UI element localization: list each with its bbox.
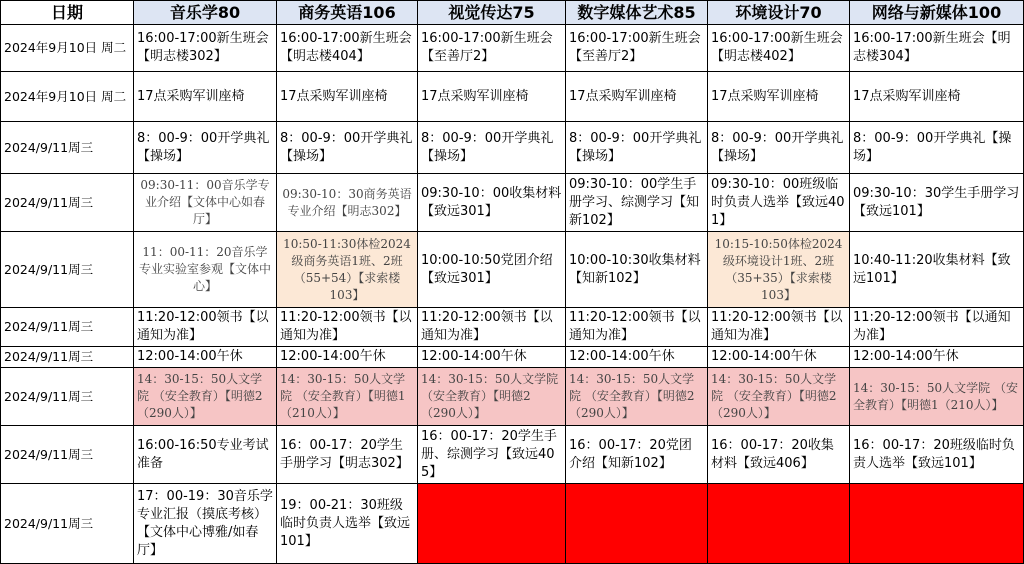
schedule-cell: 8：00-9：00开学典礼【操场】 [566, 122, 708, 174]
date-cell: 2024/9/11周三 [1, 426, 134, 484]
schedule-cell: 8：00-9：00开学典礼【操场】 [134, 122, 277, 174]
schedule-cell: 09:30-10：30学生手册学习【致远101】 [850, 174, 1024, 232]
schedule-cell: 11:20-12:00领书【以通知为准】 [566, 308, 708, 347]
table-row [1, 174, 1024, 232]
schedule-cell: 09:30-10：00学生手册学习、综测学习【知新102】 [566, 174, 708, 232]
schedule-cell: 16:00-16:50专业考试准备 [134, 426, 277, 484]
schedule-cell: 16:00-17:00新生班会【明志楼404】 [277, 25, 418, 72]
schedule-cell: 12:00-14:00午休 [708, 347, 850, 368]
major-header: 音乐学80 [134, 1, 277, 25]
date-cell: 2024/9/11周三 [1, 308, 134, 347]
schedule-cell: 8：00-9：00开学典礼【操场】 [418, 122, 566, 174]
schedule-cell-empty-red [418, 484, 566, 564]
date-cell: 2024/9/11周三 [1, 232, 134, 308]
schedule-cell: 12:00-14:00午休 [566, 347, 708, 368]
schedule-cell: 8：00-9：00开学典礼【操场】 [277, 122, 418, 174]
schedule-cell: 19：00-21：30班级临时负责人选举【致远101】 [277, 484, 418, 564]
major-header: 视觉传达75 [418, 1, 566, 25]
schedule-cell: 11：00-11：20音乐学专业实验室参观【文体中心】 [134, 232, 277, 308]
date-cell: 2024/9/11周三 [1, 174, 134, 232]
schedule-cell: 11:20-12:00领书【以通知为准】 [850, 308, 1024, 347]
table-row [1, 426, 1024, 484]
schedule-cell-highlight: 14：30-15：50人文学院 （安全教育）【明德2（290人）】 [708, 368, 850, 426]
schedule-cell: 17点采购军训座椅 [134, 72, 277, 122]
header-row [1, 1, 1024, 25]
date-cell: 2024/9/11周三 [1, 368, 134, 426]
table-row [1, 232, 1024, 308]
major-header: 数字媒体艺术85 [566, 1, 708, 25]
schedule-cell: 17点采购军训座椅 [850, 72, 1024, 122]
table-row [1, 368, 1024, 426]
table-row [1, 308, 1024, 347]
table-row [1, 347, 1024, 368]
schedule-cell: 17点采购军训座椅 [277, 72, 418, 122]
schedule-cell: 16:00-17:00新生班会【明志楼402】 [708, 25, 850, 72]
schedule-cell: 16:00-17:00新生班会【至善厅2】 [418, 25, 566, 72]
schedule-cell-empty-red [850, 484, 1024, 564]
schedule-cell: 16：00-17：20党团介绍【知新102】 [566, 426, 708, 484]
schedule-cell: 12:00-14:00午休 [277, 347, 418, 368]
date-cell: 2024年9月10日 周二 [1, 25, 134, 72]
schedule-cell: 17点采购军训座椅 [418, 72, 566, 122]
date-cell: 2024/9/11周三 [1, 122, 134, 174]
table-row [1, 484, 1024, 564]
date-cell: 2024年9月10日 周二 [1, 72, 134, 122]
major-header: 网络与新媒体100 [850, 1, 1024, 25]
schedule-cell-highlight: 10:15-10:50体检2024级环境设计1班、2班（35+35）【求索楼103】 [708, 232, 850, 308]
table-row [1, 25, 1024, 72]
schedule-cell: 16：00-17：20班级临时负责人选举【致远101】 [850, 426, 1024, 484]
schedule-cell: 16：00-17：20收集材料【致远406】 [708, 426, 850, 484]
schedule-cell-empty-red [708, 484, 850, 564]
schedule-cell: 16:00-17:00新生班会【至善厅2】 [566, 25, 708, 72]
schedule-cell-highlight: 14：30-15：50人文学院 （安全教育）【明德2（290人）】 [418, 368, 566, 426]
table-row [1, 72, 1024, 122]
schedule-cell: 09:30-11：00音乐学专业介绍【文体中心如春厅】 [134, 174, 277, 232]
schedule-cell: 10:00-10:30收集材料【知新102】 [566, 232, 708, 308]
schedule-cell: 09:30-10：00班级临时负责人选举【致远401】 [708, 174, 850, 232]
date-cell: 2024/9/11周三 [1, 347, 134, 368]
schedule-cell: 09:30-10：00收集材料【致远301】 [418, 174, 566, 232]
major-header: 环境设计70 [708, 1, 850, 25]
schedule-cell-highlight: 14：30-15：50人文学院 （安全教育）【明德2（290人）】 [566, 368, 708, 426]
schedule-cell: 8：00-9：00开学典礼【操场】 [850, 122, 1024, 174]
schedule-cell-empty-red [566, 484, 708, 564]
schedule-cell: 8：00-9：00开学典礼【操场】 [708, 122, 850, 174]
schedule-cell: 12:00-14:00午休 [134, 347, 277, 368]
schedule-cell: 10:40-11:20收集材料【致远101】 [850, 232, 1024, 308]
schedule-cell: 12:00-14:00午休 [850, 347, 1024, 368]
schedule-cell: 11:20-12:00领书【以通知为准】 [134, 308, 277, 347]
schedule-cell: 16:00-17:00新生班会【明志楼304】 [850, 25, 1024, 72]
schedule-cell: 12:00-14:00午休 [418, 347, 566, 368]
schedule-cell-highlight: 14：30-15：50人文学院 （安全教育）【明德2（290人）】 [134, 368, 277, 426]
schedule-cell: 11:20-12:00领书【以通知为准】 [277, 308, 418, 347]
schedule-cell-highlight: 14：30-15：50人文学院 （安全教育）【明德1（210人）】 [850, 368, 1024, 426]
schedule-cell: 16:00-17:00新生班会【明志楼302】 [134, 25, 277, 72]
schedule-cell: 11:20-12:00领书【以通知为准】 [418, 308, 566, 347]
schedule-cell: 09:30-10：30商务英语专业介绍【明志302】 [277, 174, 418, 232]
schedule-cell: 17点采购军训座椅 [708, 72, 850, 122]
schedule-cell: 10:00-10:50党团介绍【致远301】 [418, 232, 566, 308]
schedule-cell: 17点采购军训座椅 [566, 72, 708, 122]
schedule-cell: 16：00-17：20学生手册学习【明志302】 [277, 426, 418, 484]
table-row [1, 122, 1024, 174]
major-header: 商务英语106 [277, 1, 418, 25]
schedule-cell-highlight: 10:50-11:30体检2024级商务英语1班、2班（55+54）【求索楼103】 [277, 232, 418, 308]
date-cell: 2024/9/11周三 [1, 484, 134, 564]
schedule-cell: 16：00-17：20学生手册、综测学习【致远405】 [418, 426, 566, 484]
schedule-cell-highlight: 14：30-15：50人文学院 （安全教育）【明德1（210人）】 [277, 368, 418, 426]
schedule-cell: 11:20-12:00领书【以通知为准】 [708, 308, 850, 347]
schedule-cell: 17：00-19：30音乐学专业汇报（摸底考核）【文体中心博雅/如春厅】 [134, 484, 277, 564]
date-column-header: 日期 [1, 1, 134, 25]
